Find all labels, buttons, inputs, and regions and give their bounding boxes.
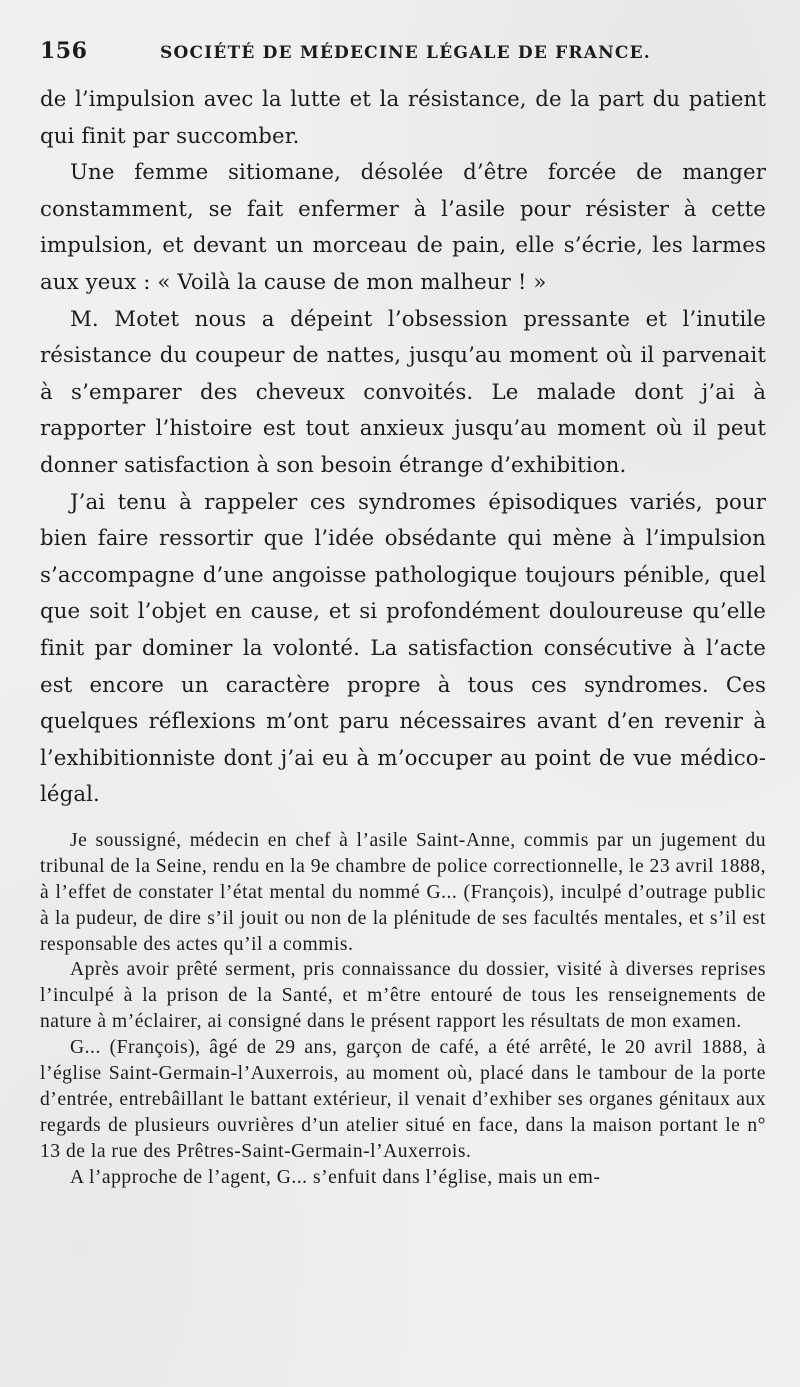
- report-paragraph: G... (François), âgé de 29 ans, garçon de café, a été arrêté, le 20 avril 1888, à l’église Saint-Germain-l’Auxerrois, au moment où, placé dans le tambour de la porte d’entrée, entrebâillant le battant extérieur, il venait d’exhiber ses organes génitaux aux regards de plusieurs ouvrières d’un atelier situé en face, dans la maison portant le n° 13 de la rue des Prêtres-Saint-Germain-l’Auxerrois.: [40, 1037, 766, 1162]
- paragraph: M. Motet nous a dépeint l’obsession pressante et l’inutile résistance du coupeur de nattes, jusqu’au moment où il parvenait à s’emparer des cheveux convoités. Le malade dont j’ai à rapporter l’histoire est tout anxieux jusqu’au moment où il peut donner satisfaction à son besoin étrange d’exhibition.: [40, 306, 766, 478]
- page-number: 156: [40, 38, 88, 64]
- running-head: [40, 38, 766, 74]
- paragraph: J’ai tenu à rappeler ces syndromes épisodiques variés, pour bien faire ressortir que l’idée obsédante qui mène à l’impulsion s’accompagne d’une angoisse pathologique toujours pénible, quel que soit l’objet en cause, et si profondément douloureuse qu’elle finit par dominer la volonté. La satisfaction consécutive à l’acte est encore un caractère propre à tous ces syndromes. Ces quelques réflexions m’ont paru nécessaires avant d’en revenir à l’exhibitionniste dont j’ai eu à m’occuper au point de vue médico-légal.: [40, 489, 766, 808]
- paragraph: de l’impulsion avec la lutte et la résistance, de la part du patient qui finit par succomber.: [40, 87, 766, 149]
- report-paragraph: A l’approche de l’agent, G... s’enfuit dans l’église, mais un em-: [70, 1166, 601, 1188]
- main-text: [40, 82, 766, 814]
- paragraph: Une femme sitiomane, désolée d’être forcée de manger constamment, se fait enfermer à l’asile pour résister à cette impulsion, et devant un morceau de pain, elle s’écrie, les larmes aux yeux : « Voilà la cause de mon malheur ! »: [40, 160, 766, 295]
- report-paragraph: Je soussigné, médecin en chef à l’asile Saint-Anne, commis par un jugement du tribunal de la Seine, rendu en la 9e chambre de police correctionnelle, le 23 avril 1888, à l’effet de constater l’état mental du nommé G... (François), inculpé d’outrage public à la pudeur, de dire s’il jouit ou non de la plénitude de ses facultés mentales, et s’il est responsable des actes qu’il a commis.: [40, 829, 766, 955]
- running-title: SOCIÉTÉ DE MÉDECINE LÉGALE DE FRANCE.: [160, 43, 651, 63]
- medical-report: [40, 828, 766, 1191]
- report-paragraph: Après avoir prêté serment, pris connaissance du dossier, visité à diverses reprises l’inculpé à la prison de la Santé, et m’être entouré de tous les renseignements de nature à m’éclairer, ai consigné dans le présent rapport les résultats de mon examen.: [40, 959, 766, 1033]
